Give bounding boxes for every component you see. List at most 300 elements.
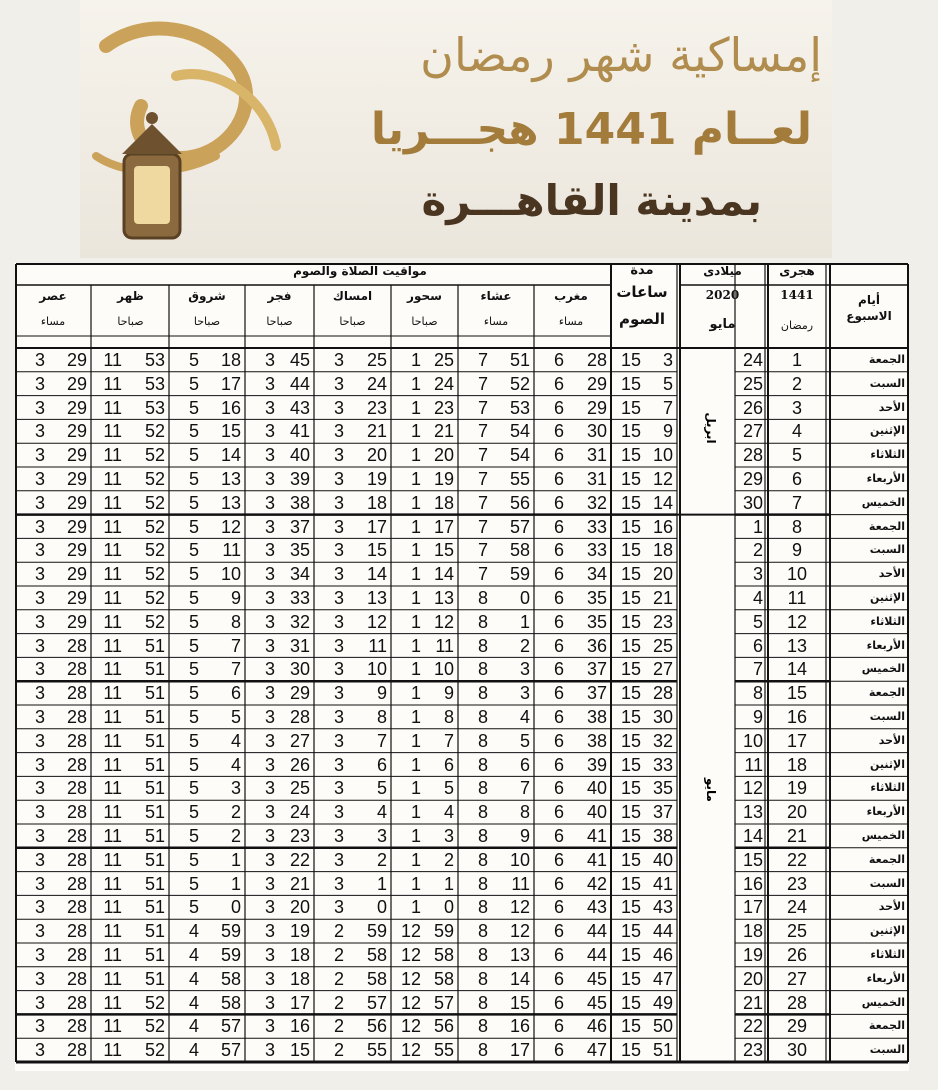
isha-minute: 3: [519, 659, 530, 680]
suhoor-minute: 5: [443, 778, 454, 799]
sunrise-minute: 9: [230, 588, 241, 608]
isha-minute: 8: [519, 802, 530, 823]
imsak-hour: 3: [333, 897, 344, 918]
asr-minute: 28: [66, 802, 87, 823]
sunrise-hour: 5: [188, 350, 199, 370]
sunrise-minute: 4: [230, 730, 241, 751]
imsak-minute: 3: [376, 826, 387, 846]
fajr-hour: 3: [264, 707, 275, 727]
maghrib-hour: 6: [553, 897, 564, 918]
maghrib-minute: 45: [586, 968, 607, 989]
imsak-hour: 3: [333, 445, 344, 466]
isha-minute: 10: [509, 849, 530, 870]
suhoor-minute: 3: [443, 826, 454, 846]
sunrise-minute: 57: [220, 1016, 241, 1037]
fast-minute: 38: [652, 826, 673, 846]
fast-hour: 15: [620, 826, 641, 846]
header-hijri-month: رمضان: [780, 319, 814, 332]
imsak-minute: 15: [366, 540, 387, 561]
fast-hour: 15: [620, 945, 641, 965]
dhuhr-hour: 11: [103, 802, 122, 823]
sunrise-minute: 58: [220, 968, 241, 989]
fajr-hour: 3: [264, 516, 275, 537]
fast-minute: 21: [652, 588, 673, 608]
weekday: الأربعاء: [866, 472, 905, 485]
hijri-day: 13: [786, 635, 808, 656]
fajr-minute: 43: [289, 397, 310, 418]
imsak-minute: 9: [376, 683, 387, 704]
fajr-hour: 3: [264, 635, 275, 656]
imsak-minute: 19: [366, 469, 387, 489]
gregorian-day: 3: [752, 564, 763, 585]
suhoor-minute: 13: [433, 588, 454, 608]
fast-hour: 15: [620, 992, 641, 1013]
isha-hour: 7: [477, 373, 488, 394]
dhuhr-minute: 52: [144, 564, 165, 585]
sunrise-hour: 4: [188, 992, 199, 1013]
suhoor-hour: 1: [410, 540, 421, 561]
gregorian-day: 1: [752, 516, 763, 537]
gregorian-day: 18: [742, 921, 763, 942]
suhoor-minute: 19: [433, 469, 454, 489]
sunrise-hour: 5: [188, 564, 199, 585]
sunrise-hour: 5: [188, 897, 199, 918]
dhuhr-hour: 11: [103, 730, 122, 751]
suhoor-hour: 1: [410, 445, 421, 466]
suhoor-hour: 1: [410, 730, 421, 751]
fast-hour: 15: [620, 802, 641, 823]
fajr-minute: 22: [289, 849, 310, 870]
gregorian-day: 23: [742, 1040, 763, 1061]
isha-minute: 57: [509, 516, 530, 537]
maghrib-minute: 35: [586, 588, 607, 608]
dhuhr-hour: 11: [103, 540, 122, 561]
dhuhr-minute: 52: [144, 1040, 165, 1061]
fast-hour: 15: [620, 421, 641, 442]
dhuhr-hour: 11: [103, 421, 122, 442]
sunrise-hour: 5: [188, 588, 199, 608]
header-fajr-sub: صباحا: [266, 315, 293, 328]
sunrise-hour: 4: [188, 1040, 199, 1061]
maghrib-hour: 6: [553, 421, 564, 442]
isha-hour: 7: [477, 421, 488, 442]
fajr-hour: 3: [264, 897, 275, 918]
gregorian-day: 20: [742, 968, 763, 989]
fajr-minute: 15: [289, 1040, 310, 1061]
sunrise-hour: 5: [188, 778, 199, 799]
imsak-minute: 58: [366, 968, 387, 989]
fast-minute: 20: [652, 564, 673, 585]
dhuhr-minute: 51: [144, 945, 165, 965]
fajr-hour: 3: [264, 826, 275, 846]
fast-hour: 15: [620, 778, 641, 799]
isha-minute: 59: [509, 564, 530, 585]
fast-minute: 14: [652, 492, 673, 513]
dhuhr-minute: 51: [144, 707, 165, 727]
fast-minute: 46: [652, 945, 673, 965]
isha-hour: 8: [477, 1016, 488, 1037]
fast-minute: 9: [662, 421, 673, 442]
dhuhr-minute: 52: [144, 540, 165, 561]
imsak-hour: 3: [333, 873, 344, 894]
fajr-hour: 3: [264, 730, 275, 751]
sunrise-hour: 5: [188, 873, 199, 894]
isha-minute: 15: [509, 992, 530, 1013]
suhoor-hour: 1: [410, 802, 421, 823]
suhoor-hour: 12: [400, 968, 421, 989]
group-title: مواقيت الصلاة والصوم: [293, 264, 427, 278]
asr-hour: 3: [34, 992, 45, 1013]
dhuhr-minute: 51: [144, 754, 165, 775]
maghrib-hour: 6: [553, 659, 564, 680]
sunrise-minute: 13: [220, 469, 241, 489]
weekday: الأربعاء: [866, 805, 905, 819]
sunrise-hour: 4: [188, 968, 199, 989]
maghrib-hour: 6: [553, 564, 564, 585]
fajr-hour: 3: [264, 540, 275, 561]
isha-minute: 17: [509, 1040, 530, 1061]
dhuhr-minute: 51: [144, 730, 165, 751]
header-fast-1: مدة: [630, 263, 654, 278]
sunrise-minute: 6: [230, 683, 241, 704]
suhoor-hour: 1: [410, 588, 421, 608]
dhuhr-hour: 11: [103, 397, 122, 418]
maghrib-minute: 45: [586, 992, 607, 1013]
hijri-day: 21: [786, 826, 808, 846]
dhuhr-hour: 11: [103, 611, 122, 632]
isha-hour: 8: [477, 730, 488, 751]
suhoor-hour: 1: [410, 373, 421, 394]
fast-minute: 12: [652, 469, 673, 489]
suhoor-minute: 8: [443, 707, 454, 727]
dhuhr-hour: 11: [103, 707, 122, 727]
imsak-hour: 3: [333, 778, 344, 799]
hijri-day: 22: [786, 849, 808, 870]
hijri-day: 9: [791, 540, 802, 561]
maghrib-minute: 47: [586, 1040, 607, 1061]
suhoor-hour: 12: [400, 921, 421, 942]
hijri-day: 11: [787, 588, 807, 608]
maghrib-hour: 6: [553, 754, 564, 775]
asr-minute: 29: [66, 516, 87, 537]
isha-minute: 3: [519, 683, 530, 704]
gregorian-day: 2: [752, 540, 763, 561]
sunrise-hour: 5: [188, 540, 199, 561]
fast-hour: 15: [620, 754, 641, 775]
suhoor-minute: 17: [433, 516, 454, 537]
maghrib-minute: 36: [586, 635, 607, 656]
gregorian-day: 10: [742, 730, 763, 751]
hijri-day: 1: [791, 350, 802, 370]
weekday: الخميس: [861, 995, 905, 1009]
fajr-hour: 3: [264, 350, 275, 370]
fajr-minute: 21: [289, 873, 310, 894]
fast-minute: 41: [652, 873, 673, 894]
gregorian-day: 26: [742, 397, 763, 418]
fajr-hour: 3: [264, 754, 275, 775]
maghrib-minute: 34: [586, 564, 607, 585]
suhoor-hour: 1: [410, 683, 421, 704]
weekday: الأحد: [878, 733, 905, 747]
dhuhr-minute: 52: [144, 469, 165, 489]
weekday: الثلاثاء: [870, 614, 905, 628]
fast-hour: 15: [620, 445, 641, 466]
weekday: الإثنين: [870, 924, 905, 938]
sunrise-hour: 5: [188, 754, 199, 775]
gregorian-day: 6: [752, 635, 763, 656]
dhuhr-minute: 51: [144, 659, 165, 680]
imsak-minute: 1: [376, 873, 387, 894]
maghrib-hour: 6: [553, 588, 564, 608]
asr-hour: 3: [34, 707, 45, 727]
fajr-hour: 3: [264, 421, 275, 442]
imsak-minute: 24: [366, 373, 387, 394]
isha-hour: 7: [477, 445, 488, 466]
header-maghrib-sub: مساء: [558, 315, 584, 328]
maghrib-hour: 6: [553, 683, 564, 704]
dhuhr-hour: 11: [103, 659, 122, 680]
fast-hour: 15: [620, 1016, 641, 1037]
header-suhoor-sub: صباحا: [411, 315, 438, 328]
fajr-hour: 3: [264, 588, 275, 608]
suhoor-hour: 12: [400, 1016, 421, 1037]
isha-hour: 8: [477, 873, 488, 894]
fast-minute: 27: [652, 659, 673, 680]
imsak-hour: 3: [333, 802, 344, 823]
header-maghrib: مغرب: [554, 289, 588, 303]
imsak-hour: 3: [333, 516, 344, 537]
weekday: الثلاثاء: [870, 448, 905, 462]
asr-minute: 28: [66, 992, 87, 1013]
fajr-hour: 3: [264, 469, 275, 489]
gregorian-day: 9: [752, 707, 763, 727]
asr-hour: 3: [34, 373, 45, 394]
imsak-minute: 25: [366, 350, 387, 370]
maghrib-minute: 44: [586, 945, 607, 965]
suhoor-minute: 11: [435, 635, 454, 656]
dhuhr-minute: 51: [144, 921, 165, 942]
fajr-hour: 3: [264, 659, 275, 680]
dhuhr-minute: 53: [144, 397, 165, 418]
hijri-day: 7: [791, 492, 802, 513]
asr-hour: 3: [34, 826, 45, 846]
fajr-hour: 3: [264, 373, 275, 394]
asr-minute: 29: [66, 469, 87, 489]
fast-minute: 47: [652, 968, 673, 989]
hijri-day: 30: [786, 1040, 808, 1061]
maghrib-minute: 32: [586, 492, 607, 513]
banner-title: إمساكية شهر رمضان: [420, 28, 822, 82]
dhuhr-hour: 11: [103, 445, 122, 466]
sunrise-minute: 17: [220, 373, 241, 394]
fajr-minute: 26: [289, 754, 310, 775]
fajr-minute: 38: [289, 492, 310, 513]
weekday: السبت: [869, 376, 905, 390]
suhoor-hour: 1: [410, 778, 421, 799]
fast-hour: 15: [620, 635, 641, 656]
suhoor-minute: 57: [433, 992, 454, 1013]
asr-hour: 3: [34, 778, 45, 799]
banner-city: بمدينة القاهـــرة: [421, 176, 762, 225]
header-fast-3: الصوم: [619, 310, 665, 328]
isha-minute: 11: [511, 873, 530, 894]
asr-hour: 3: [34, 849, 45, 870]
dhuhr-minute: 52: [144, 611, 165, 632]
maghrib-hour: 6: [553, 635, 564, 656]
maghrib-minute: 42: [586, 873, 607, 894]
fajr-minute: 17: [289, 992, 310, 1013]
maghrib-minute: 28: [586, 350, 607, 370]
maghrib-minute: 31: [586, 445, 607, 466]
sunrise-minute: 3: [230, 778, 241, 799]
asr-minute: 29: [66, 350, 87, 370]
dhuhr-hour: 11: [103, 968, 122, 989]
isha-hour: 7: [477, 564, 488, 585]
isha-hour: 8: [477, 683, 488, 704]
fast-hour: 15: [620, 873, 641, 894]
gregorian-day: 7: [752, 659, 763, 680]
maghrib-minute: 39: [586, 754, 607, 775]
fajr-hour: 3: [264, 778, 275, 799]
sunrise-hour: 5: [188, 849, 199, 870]
fajr-hour: 3: [264, 492, 275, 513]
banner-year: لعــام 1441 هجـــريا: [370, 104, 812, 155]
suhoor-hour: 1: [410, 897, 421, 918]
isha-minute: 52: [509, 373, 530, 394]
maghrib-hour: 6: [553, 778, 564, 799]
fajr-minute: 41: [289, 421, 310, 442]
suhoor-hour: 1: [410, 469, 421, 489]
suhoor-minute: 15: [433, 540, 454, 561]
fajr-minute: 18: [289, 968, 310, 989]
imsak-hour: 3: [333, 707, 344, 727]
isha-hour: 7: [477, 397, 488, 418]
fast-minute: 40: [652, 849, 673, 870]
asr-hour: 3: [34, 802, 45, 823]
asr-hour: 3: [34, 350, 45, 370]
asr-minute: 29: [66, 564, 87, 585]
hijri-day: 2: [791, 373, 802, 394]
suhoor-minute: 7: [443, 730, 454, 751]
isha-minute: 9: [519, 826, 530, 846]
maghrib-minute: 29: [586, 397, 607, 418]
dhuhr-hour: 11: [103, 516, 122, 537]
asr-hour: 3: [34, 968, 45, 989]
dhuhr-hour: 11: [103, 1016, 122, 1037]
sunrise-minute: 10: [220, 564, 241, 585]
header-imsak: امساك: [332, 289, 373, 303]
header-sunrise-sub: صباحا: [193, 315, 221, 328]
maghrib-hour: 6: [553, 373, 564, 394]
sunrise-minute: 11: [222, 540, 241, 561]
fast-hour: 15: [620, 373, 641, 394]
dhuhr-minute: 51: [144, 826, 165, 846]
dhuhr-minute: 51: [144, 897, 165, 918]
sunrise-minute: 0: [230, 897, 241, 918]
maghrib-minute: 43: [586, 897, 607, 918]
dhuhr-minute: 52: [144, 492, 165, 513]
header-hijri-year: 1441: [780, 288, 814, 302]
imsak-minute: 10: [366, 659, 387, 680]
dhuhr-minute: 51: [144, 849, 165, 870]
suhoor-hour: 1: [410, 754, 421, 775]
isha-minute: 16: [509, 1016, 530, 1037]
imsak-hour: 3: [333, 754, 344, 775]
imsakia-table: [15, 263, 909, 1071]
weekday: الجمعة: [868, 353, 905, 366]
isha-hour: 7: [477, 469, 488, 489]
header-days-2: الاسبوع: [846, 309, 892, 323]
gregorian-day: 30: [742, 492, 763, 513]
fajr-hour: 3: [264, 945, 275, 965]
isha-hour: 7: [477, 516, 488, 537]
imsak-hour: 3: [333, 659, 344, 680]
imsak-hour: 3: [333, 350, 344, 370]
asr-hour: 3: [34, 1040, 45, 1061]
maghrib-hour: 6: [553, 1040, 564, 1061]
fast-hour: 15: [620, 968, 641, 989]
imsak-hour: 3: [333, 683, 344, 704]
weekday: الجمعة: [868, 686, 905, 700]
imsak-hour: 3: [333, 730, 344, 751]
sunrise-minute: 1: [230, 849, 241, 870]
fajr-minute: 16: [289, 1016, 310, 1037]
sunrise-minute: 2: [230, 826, 241, 846]
isha-minute: 51: [509, 350, 530, 370]
imsak-hour: 3: [333, 588, 344, 608]
isha-minute: 4: [519, 707, 530, 727]
isha-hour: 8: [477, 849, 488, 870]
header-asr-sub: مساء: [40, 315, 66, 328]
suhoor-hour: 1: [410, 350, 421, 370]
asr-hour: 3: [34, 945, 45, 965]
imsak-hour: 3: [333, 397, 344, 418]
fajr-hour: 3: [264, 921, 275, 942]
maghrib-hour: 6: [553, 849, 564, 870]
weekday: الخميس: [861, 495, 905, 509]
fajr-minute: 30: [289, 659, 310, 680]
gregorian-day: 12: [742, 778, 763, 799]
dhuhr-minute: 52: [144, 992, 165, 1013]
asr-minute: 29: [66, 373, 87, 394]
isha-minute: 13: [509, 945, 530, 965]
asr-minute: 28: [66, 754, 87, 775]
header-sunrise: شروق: [188, 289, 226, 303]
imsak-minute: 11: [368, 635, 387, 656]
fajr-minute: 20: [289, 897, 310, 918]
asr-minute: 28: [66, 659, 87, 680]
suhoor-minute: 10: [433, 659, 454, 680]
asr-hour: 3: [34, 659, 45, 680]
fajr-hour: 3: [264, 1040, 275, 1061]
header-dhuhr-sub: صباحا: [117, 315, 144, 328]
maghrib-minute: 41: [586, 826, 607, 846]
dhuhr-hour: 11: [103, 778, 122, 799]
sunrise-hour: 5: [188, 516, 199, 537]
imsak-hour: 2: [333, 921, 344, 942]
asr-minute: 28: [66, 945, 87, 965]
sunrise-hour: 5: [188, 707, 199, 727]
dhuhr-minute: 52: [144, 1016, 165, 1037]
gregorian-day: 13: [742, 802, 763, 823]
imsak-minute: 55: [366, 1040, 387, 1061]
imsak-hour: 2: [333, 945, 344, 965]
header-days-1: أيام: [858, 293, 880, 307]
header-dhuhr: ظهر: [117, 289, 144, 303]
suhoor-minute: 0: [443, 897, 454, 918]
isha-hour: 8: [477, 826, 488, 846]
hijri-day: 3: [791, 397, 802, 418]
